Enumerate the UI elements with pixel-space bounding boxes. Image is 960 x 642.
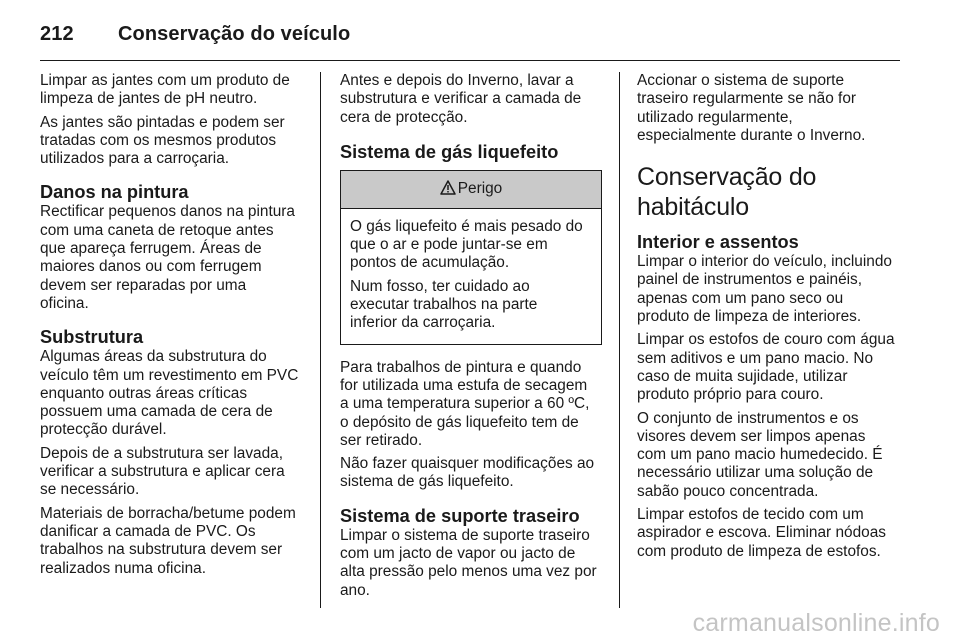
- paragraph: Limpar estofos de tecido com um aspirador e escova. Eliminar nódoas com produto de limpeza de estofos.: [637, 506, 886, 560]
- paragraph: Limpar os estofos de couro com água sem aditivos e um pano macio. No caso de muita sujidade, utilizar produto próprio para couro.: [637, 331, 895, 404]
- column-divider: [619, 72, 620, 608]
- heading-substrutura: Substrutura: [40, 327, 144, 348]
- section-title: Conservação do veículo: [118, 22, 351, 45]
- header-rule: [40, 60, 900, 61]
- paragraph: Algumas áreas da substrutura do veículo têm um revestimento em PVC enquanto outras áreas críticas possuem uma camada de cera de protecção durável.: [40, 348, 299, 439]
- paragraph: O conjunto de instrumentos e os visores devem ser limpos apenas com um pano macio humedecido. É necessário utilizar uma solução de sabão pouco concentrada.: [637, 409, 883, 500]
- warning-title: Perigo: [457, 180, 503, 198]
- paragraph: Accionar o sistema de suporte traseiro regularmente se não for utilizado regularmente, especialmente durante o Inverno.: [637, 72, 866, 144]
- paragraph: Para trabalhos de pintura e quando for utilizada uma estufa de secagem a uma temperatura superior a 60 ºC, o depósito de gás liquefeito tem de ser retirado.: [340, 358, 590, 449]
- paragraph: Rectificar pequenos danos na pintura com uma caneta de retoque antes que apareça ferrugem. Áreas de maiores danos ou com ferrugem devem ser reparadas por uma oficina.: [40, 203, 295, 312]
- warning-body: [341, 209, 601, 344]
- paragraph: Num fosso, ter cuidado ao executar trabalhos na parte inferior da carroçaria.: [350, 277, 538, 332]
- heading-interior-e-assentos: Interior e assentos: [637, 232, 799, 253]
- column-1: [40, 72, 306, 583]
- column-3: [637, 72, 903, 566]
- heading-conservacao-do-habitaculo: Conservação do habitáculo: [637, 163, 817, 222]
- page-number: 212: [40, 22, 74, 45]
- heading-danos-na-pintura: Danos na pintura: [40, 182, 189, 203]
- column-divider: [320, 72, 321, 608]
- warning-box: [340, 170, 602, 345]
- paragraph: Limpar as jantes com um produto de limpeza de jantes de pH neutro.: [40, 72, 290, 108]
- column-2: [340, 72, 606, 605]
- watermark: carmanualsonline.info: [692, 609, 940, 637]
- paragraph: Limpar o interior do veículo, incluindo painel de instrumentos e painéis, apenas com um pano seco ou produto de limpeza de interiores.: [637, 253, 892, 326]
- paragraph: As jantes são pintadas e podem ser tratadas com os mesmos produtos utilizados para a carroçaria.: [40, 113, 285, 168]
- paragraph: Não fazer quaisquer modificações ao sistema de gás liquefeito.: [340, 455, 595, 491]
- warning-header: [341, 171, 601, 209]
- paragraph: Depois de a substrutura ser lavada, verificar a substrutura e aplicar cera se necessário.: [40, 444, 285, 499]
- paragraph: O gás liquefeito é mais pesado do que o ar e pode juntar-se em pontos de acumulação.: [350, 217, 583, 272]
- heading-sistema-de-suporte-traseiro: Sistema de suporte traseiro: [340, 505, 580, 526]
- paragraph: Antes e depois do Inverno, lavar a substrutura e verificar a camada de cera de protecção.: [340, 72, 582, 126]
- paragraph: Limpar o sistema de suporte traseiro com um jacto de vapor ou jacto de alta pressão pelo menos uma vez por ano.: [340, 526, 597, 599]
- heading-sistema-de-gas-liquefeito: Sistema de gás liquefeito: [340, 141, 559, 162]
- paragraph: Materiais de borracha/betume podem danificar a camada de PVC. Os trabalhos na substrutura devem ser realizados numa oficina.: [40, 504, 296, 577]
- page-header: [40, 18, 350, 50]
- warning-triangle-icon: [440, 180, 456, 195]
